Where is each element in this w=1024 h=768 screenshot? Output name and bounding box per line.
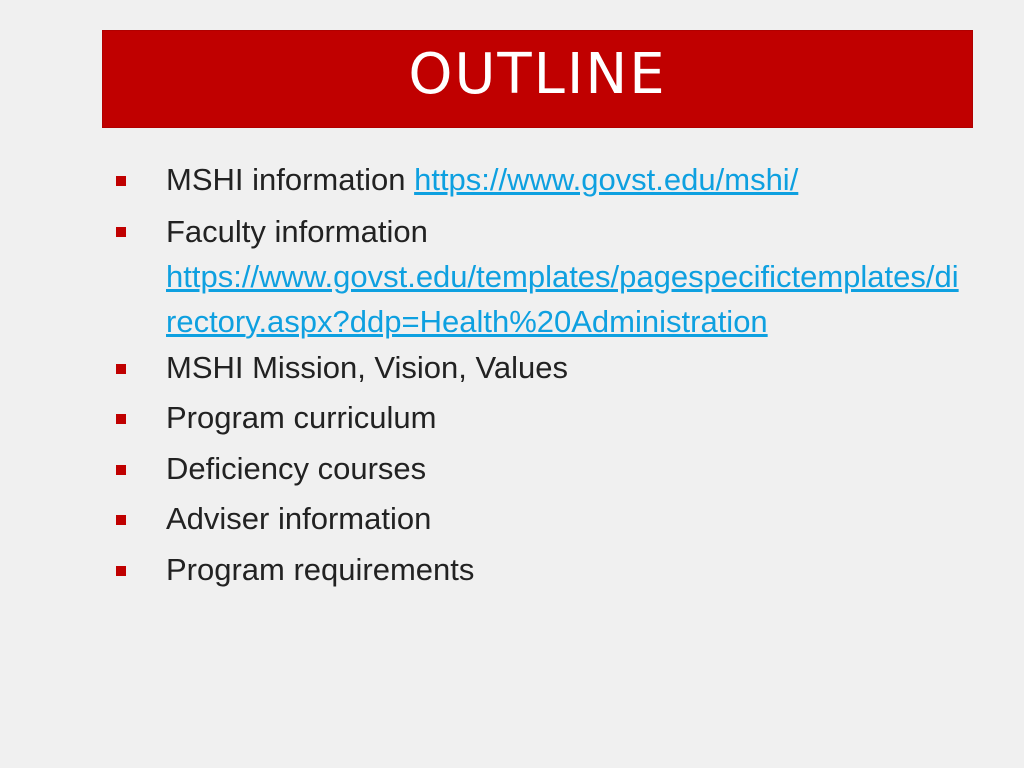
- slide-title: OUTLINE: [408, 41, 667, 107]
- list-item-label: Adviser information: [166, 501, 432, 536]
- square-bullet-icon: [116, 566, 126, 576]
- square-bullet-icon: [116, 227, 126, 237]
- list-item-label: Faculty information: [166, 213, 428, 249]
- list-item-label: Program curriculum: [166, 400, 437, 435]
- list-item: [110, 162, 990, 198]
- outline-list: [110, 162, 990, 602]
- list-item-label: MSHI Mission, Vision, Values: [166, 349, 569, 385]
- list-item-content: [166, 162, 990, 198]
- square-bullet-icon: [116, 515, 126, 525]
- list-item: [110, 209, 990, 344]
- list-item: [110, 400, 990, 436]
- square-bullet-icon: [116, 465, 126, 475]
- square-bullet-icon: [116, 176, 126, 186]
- list-item: [110, 451, 990, 487]
- list-item: [110, 552, 990, 588]
- square-bullet-icon: [116, 414, 126, 424]
- faculty-directory-link[interactable]: https://www.govst.edu/templates/pagespecifictemplates/directory.aspx?ddp=Health%20Administration: [166, 258, 959, 339]
- list-item-label: Deficiency courses: [166, 450, 427, 486]
- mshi-link[interactable]: https://www.govst.edu/mshi/: [414, 162, 799, 197]
- list-item-content: [166, 209, 990, 344]
- square-bullet-icon: [116, 364, 126, 374]
- list-item: [110, 501, 990, 537]
- list-item-label: Program requirements: [166, 551, 475, 587]
- title-banner: [102, 30, 973, 128]
- list-item: [110, 350, 990, 386]
- list-item-label: MSHI information: [166, 162, 406, 197]
